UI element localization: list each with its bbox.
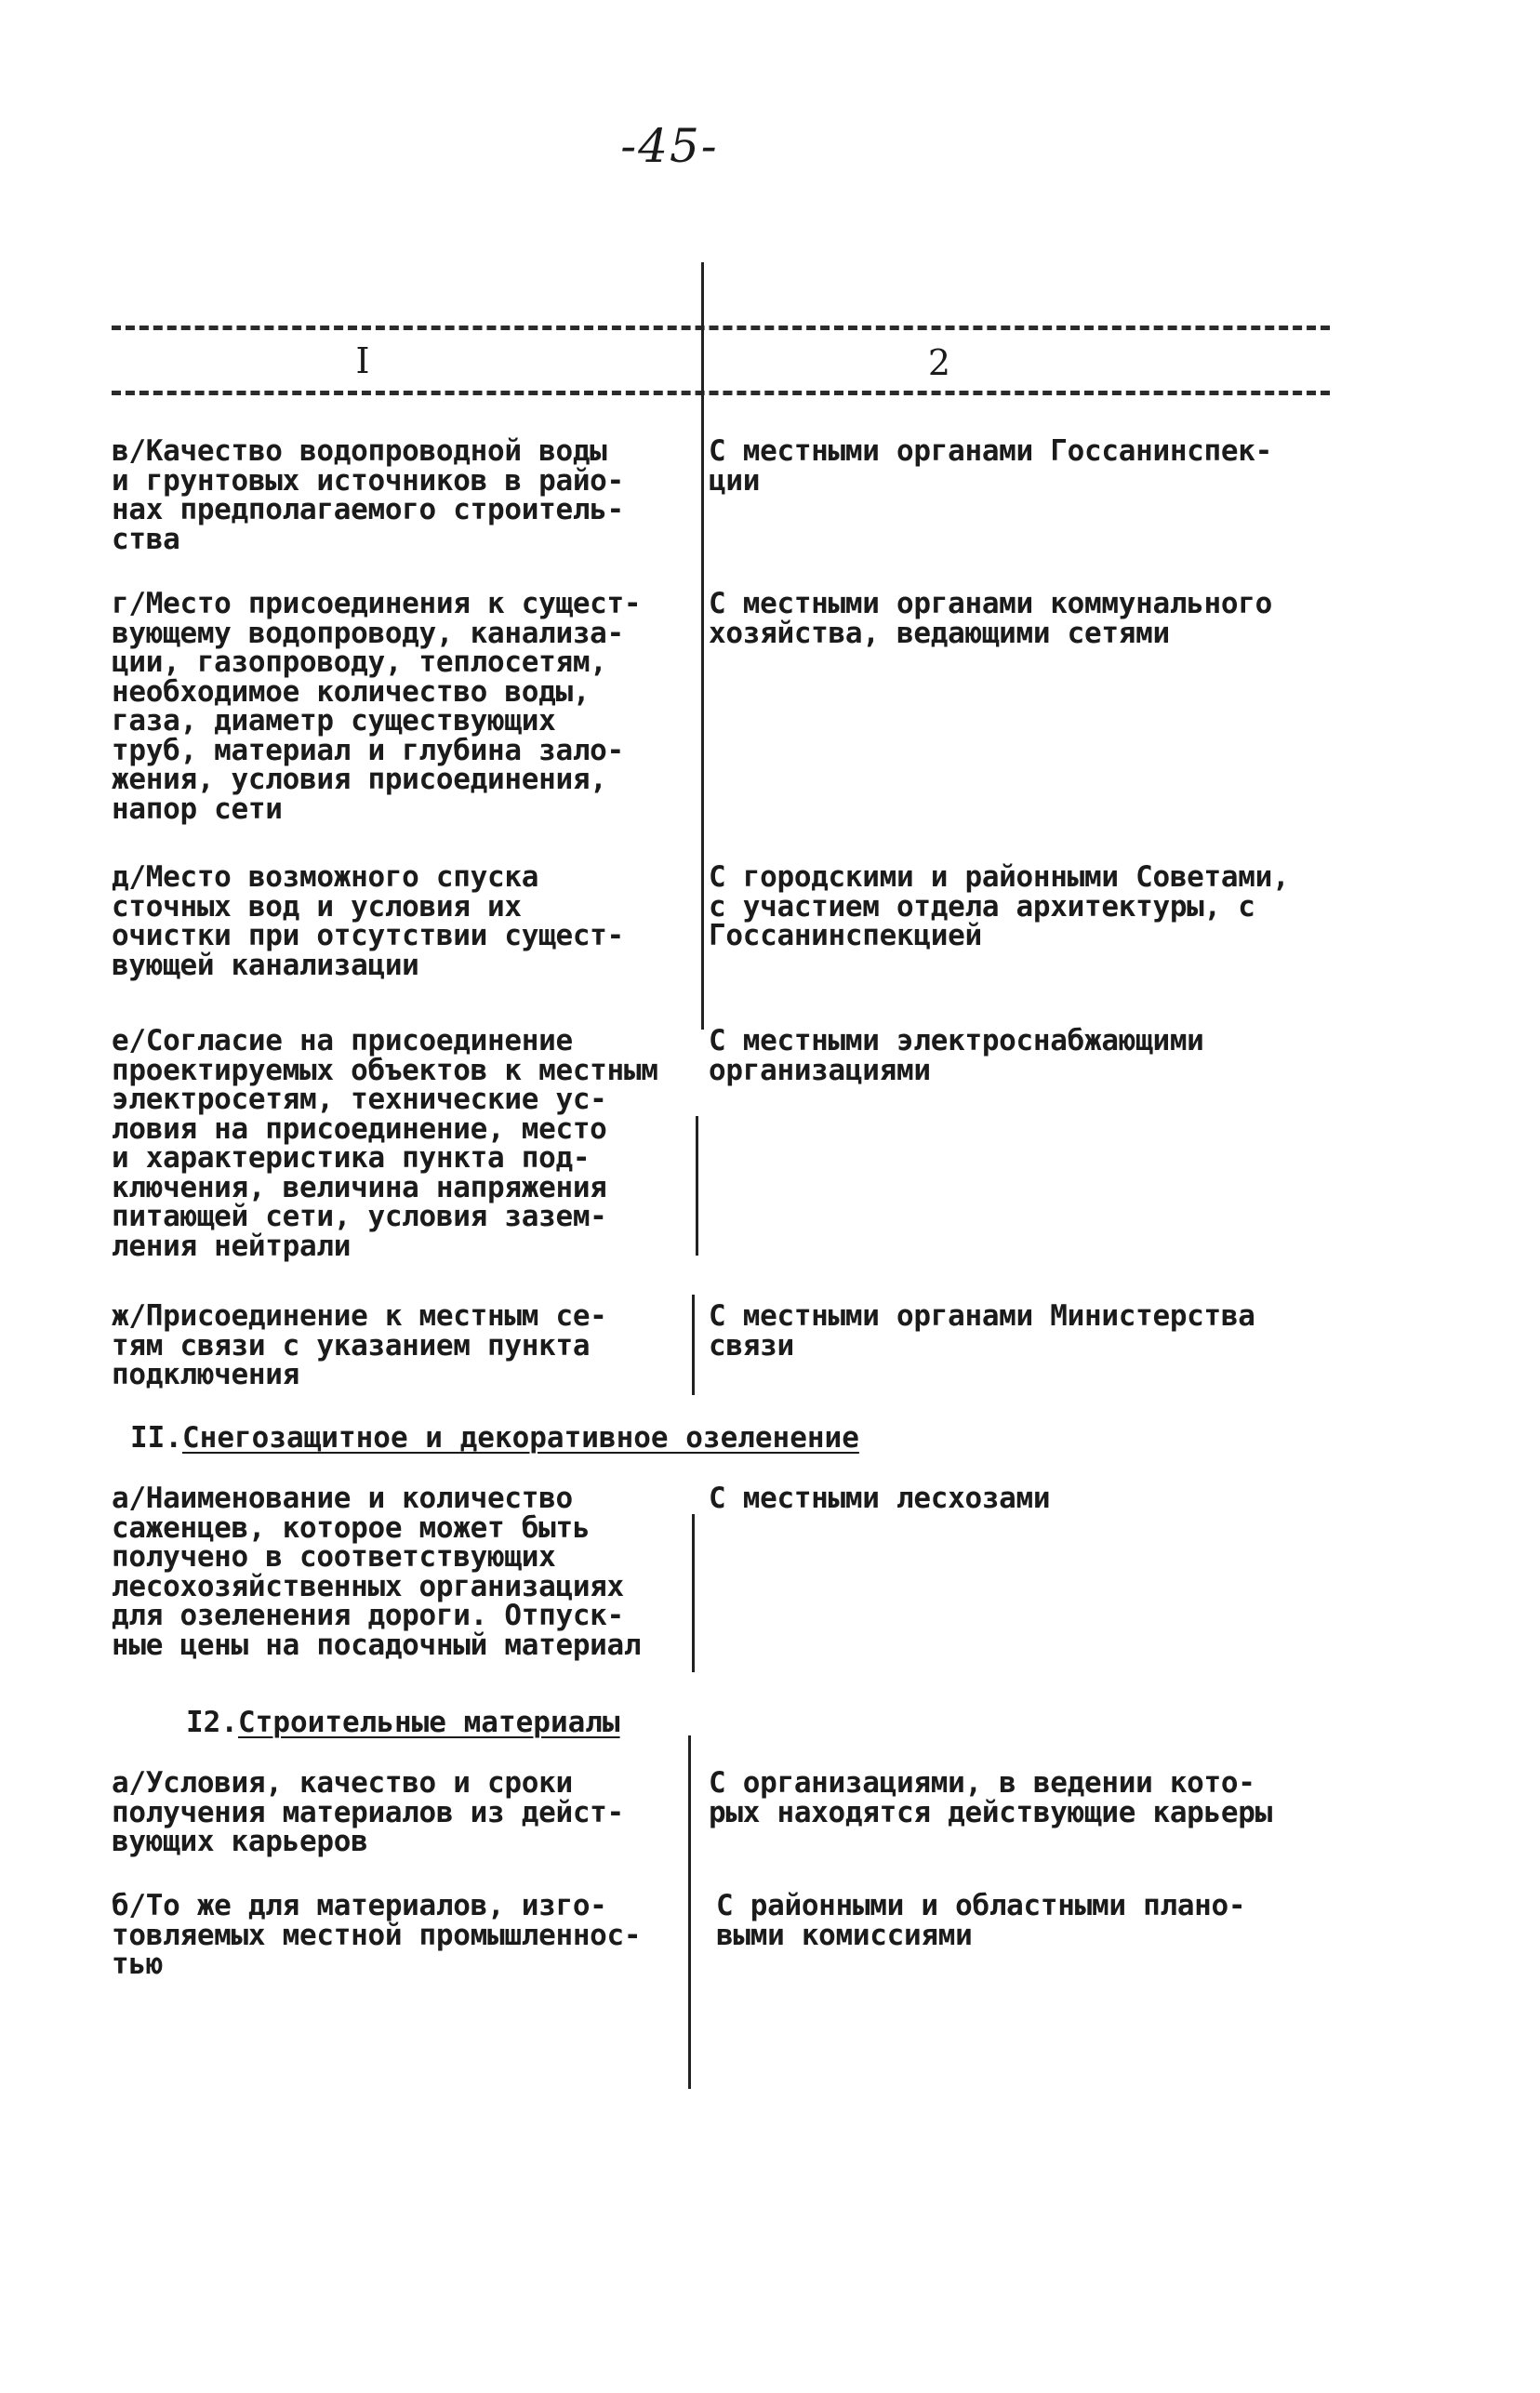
row-v-requirement: в/Качество водопроводной воды и грунтовых источников в райо- нах предполагаемого строитель- ства: [112, 434, 624, 556]
page-number: -45-: [620, 119, 719, 173]
section-12-heading: [186, 1708, 620, 1737]
section-11-heading: [130, 1423, 859, 1453]
row-zh-requirement: ж/Присоединение к местным се- тям связи с указанием пункта подключения: [112, 1299, 607, 1391]
section-11-number: II.: [130, 1421, 182, 1455]
section-11-title: Снегозащитное и декоративное озеленение: [182, 1421, 859, 1455]
header-bottom-rule: [112, 391, 1330, 395]
column-divider-comms: [692, 1295, 695, 1395]
column-2-header: 2: [927, 342, 951, 383]
row-g-requirement: г/Место присоединения к сущест- вующему водопроводу, канализа- ции, газопроводу, теплосетям, необходимое количество воды, газа, диаметр существующих труб, материал и глубина зало- жения, условия присоединения, напор сети: [112, 587, 642, 826]
column-divider-materials: [688, 1735, 691, 2089]
column-divider-upper: [701, 262, 704, 1030]
row-d-authority: С городскими и районными Советами, с участием отдела архитектуры, с Госсанинспекцией: [709, 860, 1290, 952]
row-e-authority: С местными электроснабжающими организациями: [709, 1024, 1204, 1087]
column-divider-greening: [692, 1514, 695, 1672]
materials-a-authority: С организациями, в ведении кото- рых находятся действующие карьеры: [709, 1766, 1272, 1829]
row-zh-authority: С местными органами Министерства связи: [709, 1299, 1255, 1363]
column-divider-electric: [696, 1116, 698, 1256]
row-d-requirement: д/Место возможного спуска сточных вод и условия их очистки при отсутствии сущест- вующей канализации: [112, 860, 624, 982]
materials-b-requirement: б/То же для материалов, изго- товляемых местной промышленнос- тью: [112, 1889, 642, 1981]
column-1-header: I: [355, 340, 370, 381]
row-v-authority: С местными органами Госсанинспек- ции: [709, 434, 1272, 498]
section-12-title: Строительные материалы: [238, 1706, 620, 1739]
header-top-rule: [112, 326, 1330, 330]
greening-a-requirement: а/Наименование и количество саженцев, которое может быть получено в соответствующих лесохозяйственных организациях для озеленения дороги. Отпуск- ные цены на посадочный материал: [112, 1482, 642, 1662]
greening-a-authority: С местными лесхозами: [709, 1482, 1051, 1515]
row-e-requirement: е/Согласие на присоединение проектируемых объектов к местным электросетям, технические ус- ловия на присоединение, место и характеристика пункта под- ключения, величина напряжения питающей сети, условия зазем- ления нейтрали: [112, 1024, 658, 1263]
row-g-authority: С местными органами коммунального хозяйства, ведающими сетями: [709, 587, 1272, 650]
materials-a-requirement: а/Условия, качество и сроки получения материалов из дейст- вующих карьеров: [112, 1766, 624, 1858]
materials-b-authority: С районными и областными плано- выми комиссиями: [716, 1889, 1246, 1952]
section-12-number: I2.: [186, 1706, 238, 1739]
